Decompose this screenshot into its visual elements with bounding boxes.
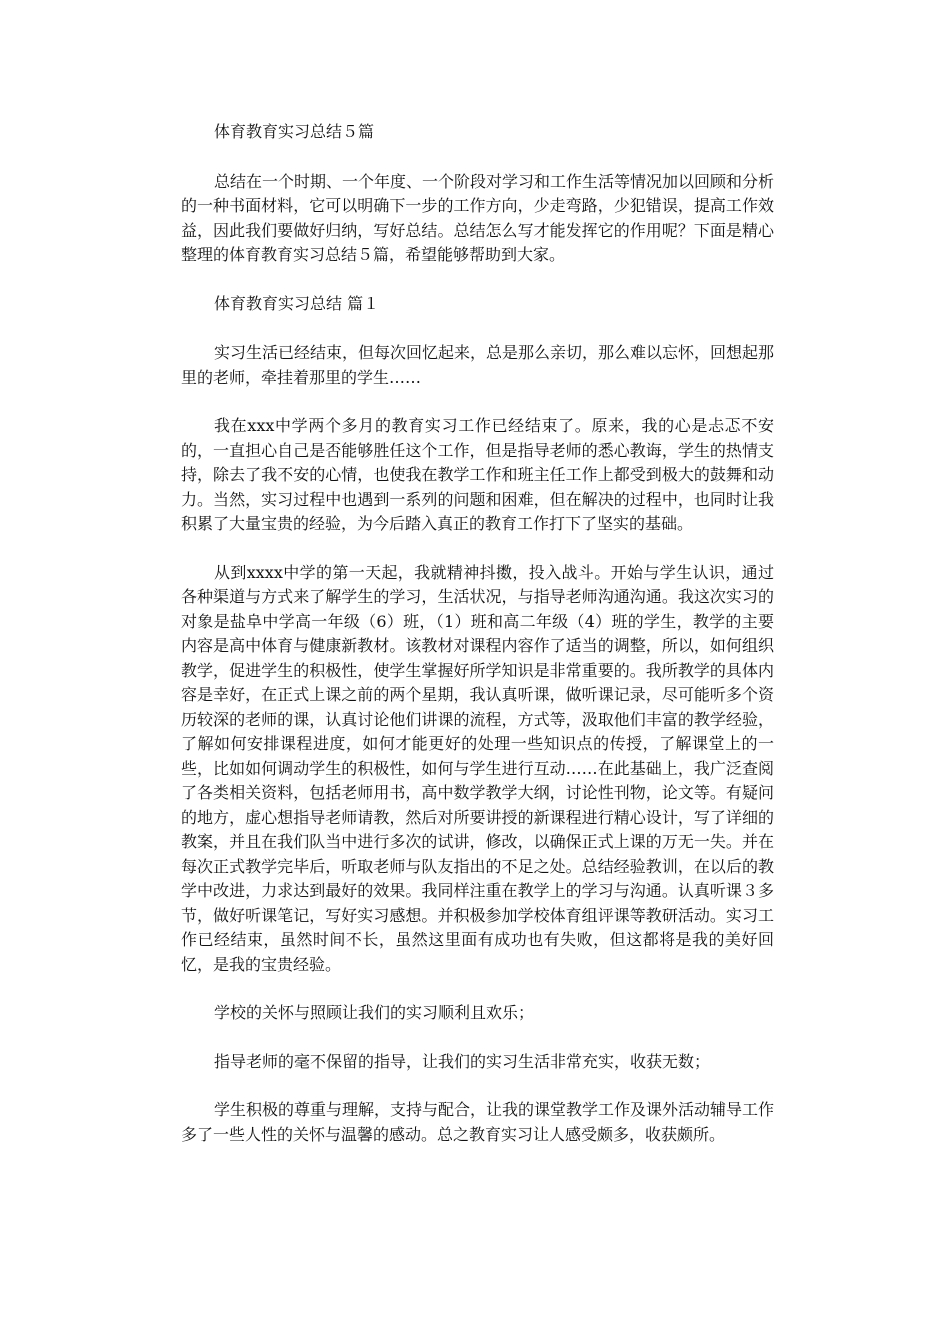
body-paragraph-6: 学生积极的尊重与理解，支持与配合，让我的课堂教学工作及课外活动辅导工作多了一些人性的关怀与温馨的感动。总之教育实习让人感受颇多，收获颇所。 <box>181 1100 775 1144</box>
body-paragraph-5: 指导老师的毫不保留的指导，让我们的实习生活非常充实，收获无数； <box>214 1051 711 1071</box>
body-paragraph-2: 我在xxx中学两个多月的教育实习工作已经结束了。原来，我的心是忐忑不安的，一直担心自己是否能够胜任这个工作，但是指导老师的悉心教诲，学生的热情支持，除去了我不安的心情，也使我在教学工作和班主任工作上都受到极大的鼓舞和动力。当然，实习过程中也遇到一系列的问题和困难，但在解决的过程中，也同时让我积累了大量宝贵的经验，为今后踏入真正的教育工作打下了坚实的基础。 <box>181 416 774 533</box>
intro-paragraph: 总结在一个时期、一个年度、一个阶段对学习和工作生活等情况加以回顾和分析的一种书面材料，它可以明确下一步的工作方向，少走弯路，少犯错误，提高工作效益，因此我们要做好归纳，写好总结。总结怎么写才能发挥它的作用呢？下面是精心整理的体育教育实习总结５篇，希望能够帮助到大家。 <box>181 171 775 264</box>
body-paragraph-4: 学校的关怀与照顾让我们的实习顺利且欢乐； <box>214 1003 535 1022</box>
body-paragraph-3: 从到xxxx中学的第一天起，我就精神抖擞，投入战斗。开始与学生认识，通过各种渠道与方式来了解学生的学习，生活状况，与指导老师沟通沟通。我这次实习的对象是盐阜中学高一年级（6）班，（1）班和高二年级（4）班的学生，教学的主要内容是高中体育与健康新教材。该教材对课程内容作了适当的调整，所以，如何组织教学，促进学生的积极性，使学生掌握好所学知识是非常重要的。我所教学的具体内容是幸好，在正式上课之前的两个星期，我认真听课，做听课记录，尽可能听多个资历较深的老师的课，认真讨论他们讲课的流程，方式等，汲取他们丰富的教学经验，了解如何安排课程进度，如何才能更好的处理一些知识点的传授，了解课堂上的一些，比如如何调动学生的积极性，如何与学生进行互动……在此基础上，我广泛查阅了各类相关资料，包括老师用书，高中数学教学大纲，讨论性刊物，论文等。有疑问的地方，虚心想指导老师请教，然后对所要讲授的新课程进行精心设计，写了详细的教案，并且在我们队当中进行多次的试讲，修改，以确保正式上课的万无一失。并在每次正式教学完毕后，听取老师与队友指出的不足之处。总结经验教训，在以后的教学中改进，力求达到最好的效果。我同样注重在教学上的学习与沟通。认真听课３多节，做好听课笔记，写好实习感想。并积极参加学校体育组评课等教研活动。实习工作已经结束，虽然时间不长，虽然这里面有成功也有失败，但这都将是我的美好回忆，是我的宝贵经验。 <box>181 562 774 974</box>
document-title: 体育教育实习总结５篇 <box>214 122 375 141</box>
section-heading: 体育教育实习总结 篇１ <box>214 293 380 313</box>
body-paragraph-1: 实习生活已经结束，但每次回忆起来，总是那么亲切，那么难以忘怀，回想起那里的老师，牵挂着那里的学生…… <box>181 343 775 387</box>
document-body <box>181 120 774 1171</box>
